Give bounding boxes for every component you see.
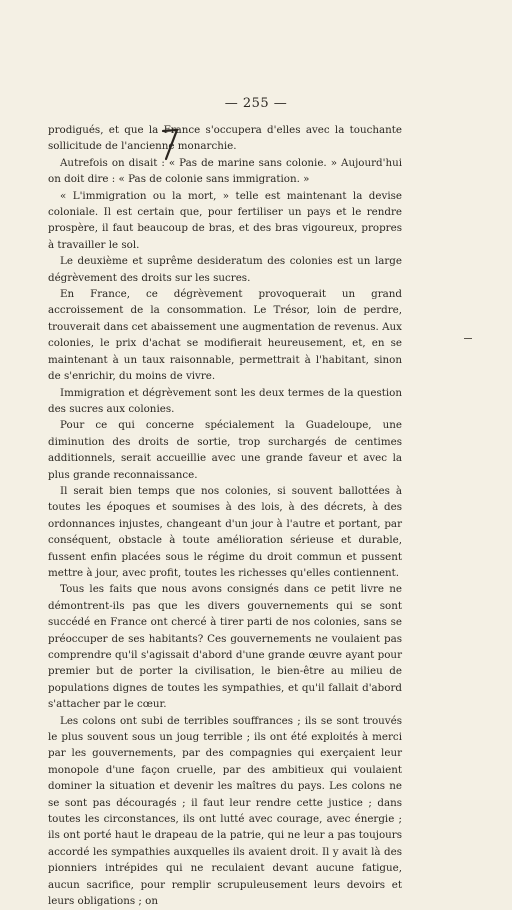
paragraph: Immigration et dégrèvement sont les deux termes de la question des sucres aux colonies. xyxy=(48,386,402,415)
paragraph: Les colons ont subi de terribles souffrances ; ils se sont trouvés le plus souvent sous un joug terrible ; ils ont été exploités à merci par les gouvernements, par des compagnies qui exerçaient leur monopole d'une façon cruelle, par des ambitieux qui voulaient dominer la situation et devenir les maîtres du pays. Les colons ne se sont pas découragés ; il faut leur rendre cette justice ; dans toutes les circonstances, ils ont lutté avec courage, avec énergie ; ils ont porté haut le drapeau de la patrie, qui ne leur a pas toujours accordé les sympathies auxquelles ils avaient droit. Il y avait là des pionniers intrépides qui ne reculaient devant aucune fatigue, aucun sacrifice, pour remplir scrupuleusement leurs devoirs et leurs obligations ; on xyxy=(48,714,402,908)
paragraph: Le deuxième et suprême desideratum des colonies est un large dégrèvement des droits sur les sucres. xyxy=(48,255,402,284)
paragraph: Tous les faits que nous avons consignés dans ce petit livre ne démontrent-ils pas que les divers gouvernements qui se sont succédé en France ont chercé à tirer parti de nos colonies, sans se préoccuper de ses habitants? Ces gouvernements ne voulaient pas comprendre qu'il s'agissait d'abord d'une grande œuvre ayant pour premier but de porter la civilisation, le bien-être au milieu de populations dignes de toutes les sympathies, et qu'il fallait d'abord s'attacher par le cœur. xyxy=(48,583,402,711)
paragraph: Autrefois on disait : « Pas de marine sans colonie. » Aujourd'hui on doit dire : « Pas de colonie sans immigration. » xyxy=(48,156,402,186)
paragraph: En France, ce dégrèvement provoquerait un grand accroissement de la consommation. Le Trésor, loin de perdre, trouverait dans cet abaissement une augmentation de revenus. Aux colonies, le prix d'achat se modifierait heureusement, et, en se maintenant à un taux raisonnable, permettrait à l'habitant, sinon de s'enrichir, du moins de vivre. xyxy=(48,288,402,383)
paragraph: Pour ce qui concerne spécialement la Guadeloupe, une diminution des droits de sortie, trop surchargés de centimes additionnels, serait accueillie avec une grande faveur et avec la plus grande reconnaissance. xyxy=(48,419,402,481)
paragraph: « L'immigration ou la mort, » telle est maintenant la devise coloniale. Il est certain que, pour fertiliser un pays et le rendre prospère, il faut beaucoup de bras, et des bras vigoureux, propres à travailler le sol. xyxy=(48,189,402,251)
paragraph: prodigués, et que la France s'occupera d'elles avec la touchante sollicitude de l'ancienne monarchie. xyxy=(48,124,402,153)
paragraph: Il serait bien temps que nos colonies, si souvent ballottées à toutes les époques et soumises à des lois, à des décrets, à des ordonnances injustes, changeant d'un jour à l'autre et portant, par conséquent, obstacle à toute amélioration sérieuse et durable, fussent enfin placées sous le régime du droit commun et pussent mettre à jour, avec profit, toutes les richesses qu'elles contiennent. xyxy=(48,484,402,579)
body-text xyxy=(48,122,402,910)
page-number: — 255 — xyxy=(224,96,288,111)
margin-dash-mark xyxy=(464,338,472,339)
